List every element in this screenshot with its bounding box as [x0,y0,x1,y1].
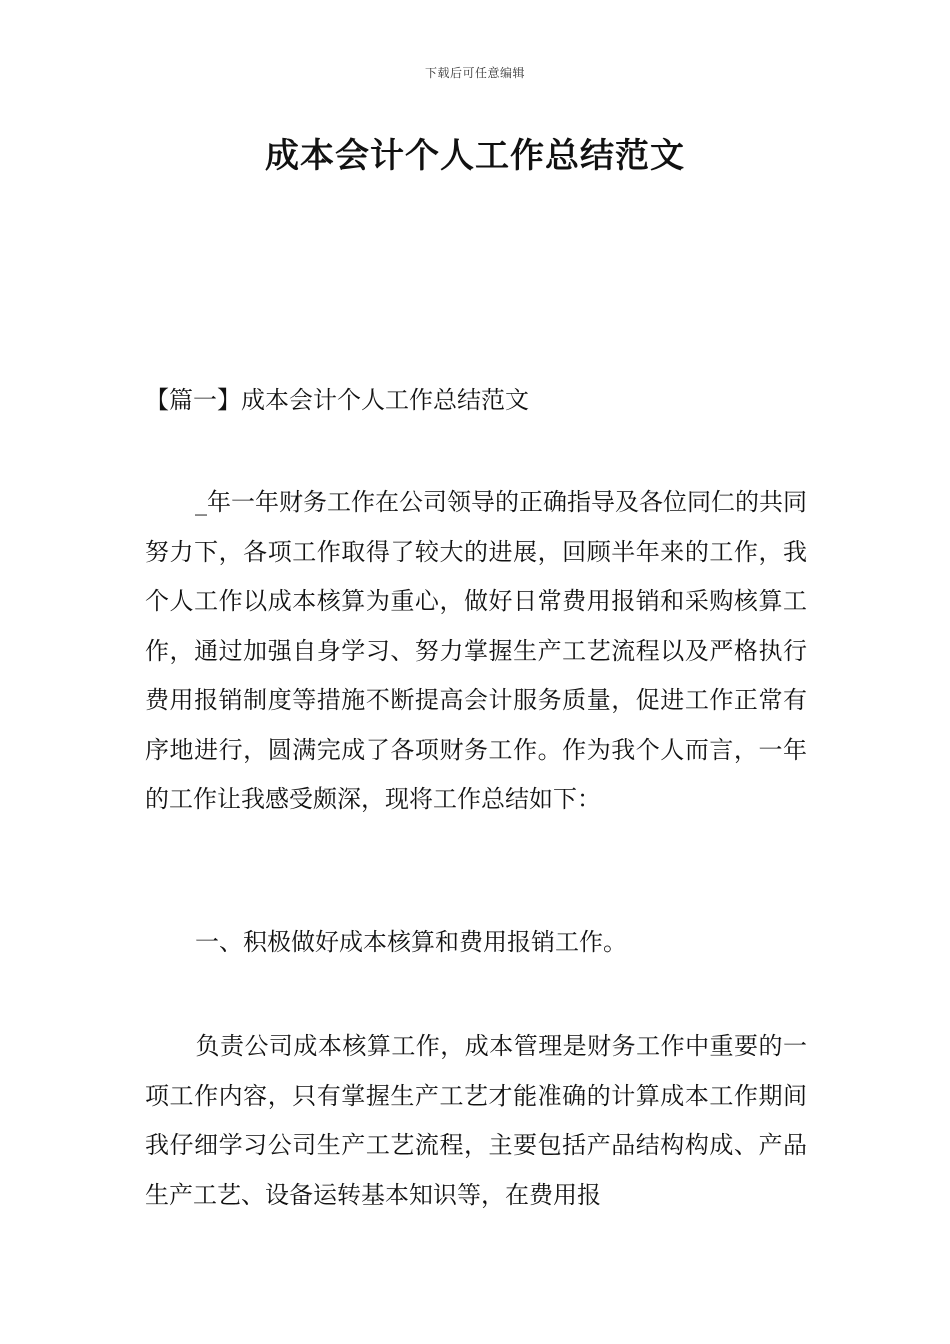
sub-heading: 一、积极做好成本核算和费用报销工作。 [195,928,627,956]
body-paragraph [145,478,807,825]
document-title: 成本会计个人工作总结范文 [265,136,685,176]
paragraph-text: 负责公司成本核算工作，成本管理是财务工作中重要的一项工作内容，只有掌握生产工艺才能准确的计算成本工作期间我仔细学习公司生产工艺流程，主要包括产品结构构成、产品生产工艺、设备运转基本知识等，在费用报 [145,1032,807,1209]
page-header-note: 下载后可任意编辑 [424,66,525,80]
section-heading: 【篇一】成本会计个人工作总结范文 [145,386,529,414]
paragraph-text: _年一年财务工作在公司领导的正确指导及各位同仁的共同努力下，各项工作取得了较大的进展，回顾半年来的工作，我个人工作以成本核算为重心，做好日常费用报销和采购核算工作，通过加强自身学习、努力掌握生产工艺流程以及严格执行费用报销制度等措施不断提高会计服务质量，促进工作正常有序地进行，圆满完成了各项财务工作。作为我个人而言，一年的工作让我感受颇深，现将工作总结如下： [145,488,807,813]
body-paragraph [145,1022,807,1220]
